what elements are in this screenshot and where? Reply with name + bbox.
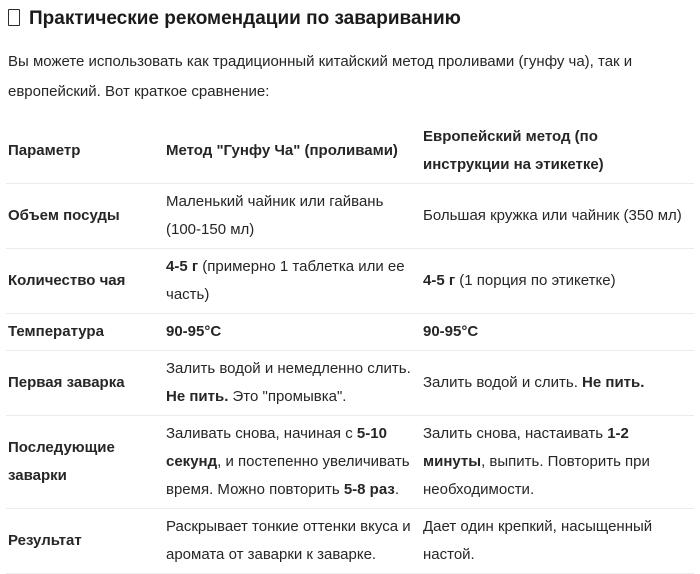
european-method-cell: Залить водой и слить. Не пить.	[421, 351, 694, 416]
table-row	[6, 314, 694, 351]
param-cell: Температура	[6, 314, 164, 351]
header-european-method: Европейский метод (по инструкции на этикетке)	[421, 119, 694, 184]
table-row	[6, 249, 694, 314]
param-cell: Последующие заварки	[6, 416, 164, 509]
page-title	[8, 6, 692, 32]
brewing-comparison-table	[6, 119, 694, 574]
param-cell: Результат	[6, 509, 164, 574]
param-cell: Объем посуды	[6, 184, 164, 249]
european-method-cell: Дает один крепкий, насыщенный настой.	[421, 509, 694, 574]
intro-paragraph: Вы можете использовать как традиционный китайский метод проливами (гунфу ча), так и европейский. Вот краткое сравнение:	[8, 53, 633, 100]
header-parameter: Параметр	[6, 119, 164, 184]
page-title-text: Практические рекомендации по завариванию	[29, 8, 461, 29]
table-body	[6, 184, 694, 574]
european-method-cell: 90-95°C	[421, 314, 694, 351]
european-method-cell: 4-5 г (1 порция по этикетке)	[421, 249, 694, 314]
gongfu-method-cell: Раскрывает тонкие оттенки вкуса и аромата от заварки к заварке.	[164, 509, 421, 574]
gongfu-method-cell: Залить водой и немедленно слить. Не пить. Это "промывка".	[164, 351, 421, 416]
param-cell: Первая заварка	[6, 351, 164, 416]
table-header-row	[6, 119, 694, 184]
param-cell: Количество чая	[6, 249, 164, 314]
gongfu-method-cell: Маленький чайник или гайвань (100-150 мл)	[164, 184, 421, 249]
gongfu-method-cell: Заливать снова, начиная с 5-10 секунд, и постепенно увеличивать время. Можно повторить 5-8 раз.	[164, 416, 421, 509]
table-row	[6, 416, 694, 509]
missing-emoji-icon	[8, 9, 20, 26]
table-row	[6, 184, 694, 249]
table-row	[6, 509, 694, 574]
european-method-cell: Залить снова, настаивать 1-2 минуты, выпить. Повторить при необходимости.	[421, 416, 694, 509]
gongfu-method-cell: 90-95°C	[164, 314, 421, 351]
header-gongfu-method: Метод "Гунфу Ча" (проливами)	[164, 119, 421, 184]
european-method-cell: Большая кружка или чайник (350 мл)	[421, 184, 694, 249]
gongfu-method-cell: 4-5 г (примерно 1 таблетка или ее часть)	[164, 249, 421, 314]
table-row	[6, 351, 694, 416]
